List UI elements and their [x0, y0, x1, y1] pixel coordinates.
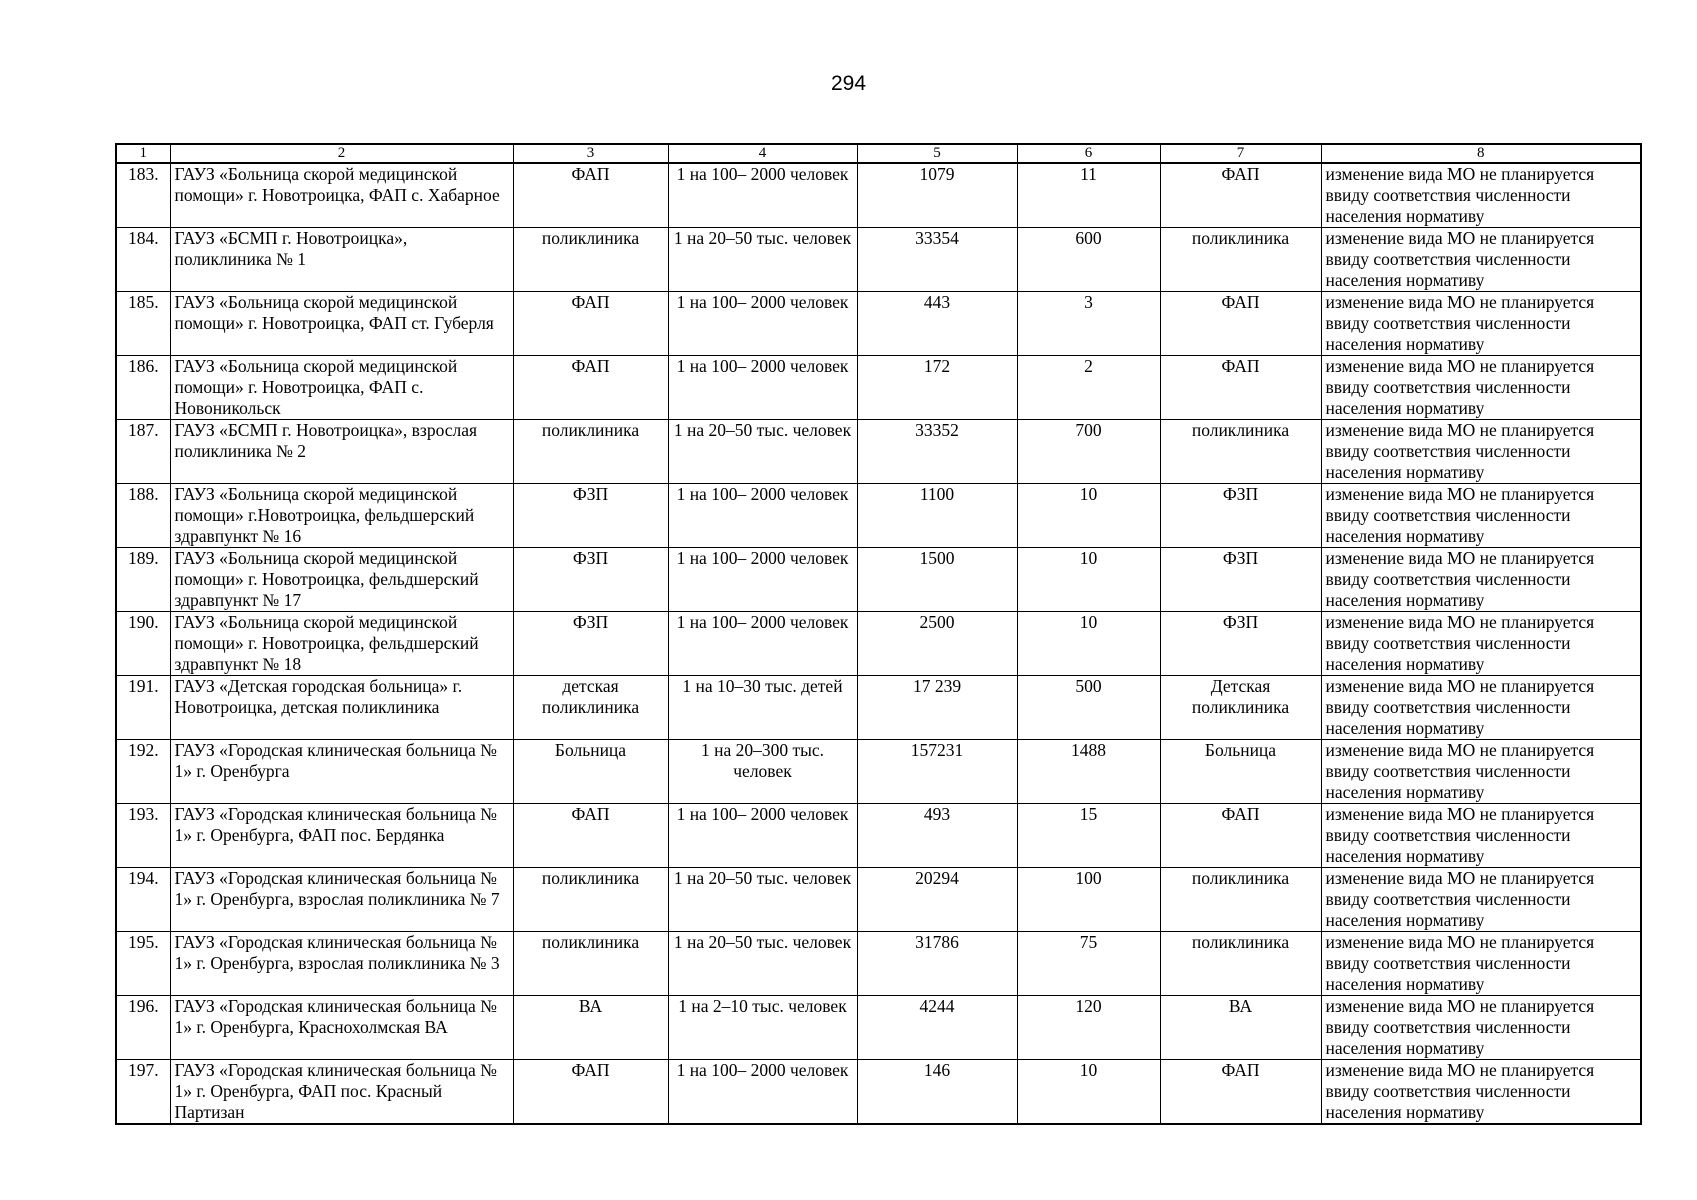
norm: 1 на 100– 2000 человек [668, 1060, 857, 1125]
population: 443 [857, 292, 1017, 356]
capacity: 500 [1017, 676, 1160, 740]
facility-type: ФАП [513, 804, 668, 868]
row-number: 194. [116, 868, 170, 932]
population: 17 239 [857, 676, 1017, 740]
population: 1500 [857, 548, 1017, 612]
row-number: 188. [116, 484, 170, 548]
note: изменение вида МО не планируется ввиду соответствия численности населения нормативу [1321, 804, 1641, 868]
institution-name: ГАУЗ «Больница скорой медицинской помощи» г.Новотроицка, фельдшерский здравпункт № 16 [170, 484, 513, 548]
table-row [116, 548, 1641, 612]
population: 4244 [857, 996, 1017, 1060]
note: изменение вида МО не планируется ввиду соответствия численности населения нормативу [1321, 1060, 1641, 1125]
facility-type: детская поликлиника [513, 676, 668, 740]
norm: 1 на 100– 2000 человек [668, 484, 857, 548]
population: 20294 [857, 868, 1017, 932]
column-header: 7 [1160, 144, 1321, 163]
institution-name: ГАУЗ «Городская клиническая больница № 1» г. Оренбурга, взрослая поликлиника № 7 [170, 868, 513, 932]
capacity: 100 [1017, 868, 1160, 932]
institution-name: ГАУЗ «Больница скорой медицинской помощи» г. Новотроицка, фельдшерский здравпункт № 17 [170, 548, 513, 612]
facility-type: поликлиника [513, 228, 668, 292]
note: изменение вида МО не планируется ввиду соответствия численности населения нормативу [1321, 676, 1641, 740]
institution-name: ГАУЗ «Больница скорой медицинской помощи» г. Новотроицка, фельдшерский здравпункт № 18 [170, 612, 513, 676]
facility-type: поликлиника [513, 868, 668, 932]
row-number: 187. [116, 420, 170, 484]
page-number: 294 [830, 72, 867, 95]
planned-type: ФЗП [1160, 612, 1321, 676]
note: изменение вида МО не планируется ввиду соответствия численности населения нормативу [1321, 356, 1641, 420]
institution-name: ГАУЗ «БСМП г. Новотроицка», поликлиника № 1 [170, 228, 513, 292]
planned-type: поликлиника [1160, 228, 1321, 292]
note: изменение вида МО не планируется ввиду соответствия численности населения нормативу [1321, 612, 1641, 676]
note: изменение вида МО не планируется ввиду соответствия численности населения нормативу [1321, 548, 1641, 612]
capacity: 2 [1017, 356, 1160, 420]
institution-name: ГАУЗ «Детская городская больница» г. Новотроицка, детская поликлиника [170, 676, 513, 740]
column-header: 1 [116, 144, 170, 163]
table-row [116, 932, 1641, 996]
population: 31786 [857, 932, 1017, 996]
row-number: 195. [116, 932, 170, 996]
note: изменение вида МО не планируется ввиду соответствия численности населения нормативу [1321, 932, 1641, 996]
table-row [116, 292, 1641, 356]
row-number: 197. [116, 1060, 170, 1125]
institution-name: ГАУЗ «Городская клиническая больница № 1» г. Оренбурга, Краснохолмская ВА [170, 996, 513, 1060]
norm: 1 на 100– 2000 человек [668, 163, 857, 228]
institution-name: ГАУЗ «Городская клиническая больница № 1» г. Оренбурга, ФАП пос. Красный Партизан [170, 1060, 513, 1125]
note: изменение вида МО не планируется ввиду соответствия численности населения нормативу [1321, 163, 1641, 228]
norm: 1 на 100– 2000 человек [668, 548, 857, 612]
population: 1100 [857, 484, 1017, 548]
institution-name: ГАУЗ «Городская клиническая больница № 1» г. Оренбурга, взрослая поликлиника № 3 [170, 932, 513, 996]
row-number: 196. [116, 996, 170, 1060]
capacity: 10 [1017, 612, 1160, 676]
row-number: 190. [116, 612, 170, 676]
capacity: 10 [1017, 484, 1160, 548]
row-number: 185. [116, 292, 170, 356]
facility-type: ВА [513, 996, 668, 1060]
table-row [116, 612, 1641, 676]
norm: 1 на 100– 2000 человек [668, 612, 857, 676]
capacity: 10 [1017, 548, 1160, 612]
column-header: 5 [857, 144, 1017, 163]
norm: 1 на 2–10 тыс. человек [668, 996, 857, 1060]
table-row [116, 1060, 1641, 1125]
facility-type: ФЗП [513, 612, 668, 676]
table-row [116, 484, 1641, 548]
note: изменение вида МО не планируется ввиду соответствия численности населения нормативу [1321, 996, 1641, 1060]
capacity: 75 [1017, 932, 1160, 996]
norm: 1 на 20–50 тыс. человек [668, 932, 857, 996]
capacity: 15 [1017, 804, 1160, 868]
column-header: 6 [1017, 144, 1160, 163]
population: 1079 [857, 163, 1017, 228]
planned-type: ФАП [1160, 356, 1321, 420]
norm: 1 на 100– 2000 человек [668, 356, 857, 420]
norm: 1 на 100– 2000 человек [668, 292, 857, 356]
note: изменение вида МО не планируется ввиду соответствия численности населения нормативу [1321, 484, 1641, 548]
data-table [115, 143, 1642, 1125]
planned-type: поликлиника [1160, 868, 1321, 932]
population: 157231 [857, 740, 1017, 804]
note: изменение вида МО не планируется ввиду соответствия численности населения нормативу [1321, 868, 1641, 932]
table-row [116, 740, 1641, 804]
planned-type: ВА [1160, 996, 1321, 1060]
row-number: 192. [116, 740, 170, 804]
table-body [116, 163, 1641, 1124]
note: изменение вида МО не планируется ввиду соответствия численности населения нормативу [1321, 292, 1641, 356]
facility-type: ФЗП [513, 548, 668, 612]
planned-type: ФАП [1160, 292, 1321, 356]
planned-type: Детская поликлиника [1160, 676, 1321, 740]
capacity: 1488 [1017, 740, 1160, 804]
table-row [116, 676, 1641, 740]
facility-type: ФЗП [513, 484, 668, 548]
population: 172 [857, 356, 1017, 420]
table-row [116, 996, 1641, 1060]
capacity: 700 [1017, 420, 1160, 484]
institution-name: ГАУЗ «БСМП г. Новотроицка», взрослая поликлиника № 2 [170, 420, 513, 484]
capacity: 600 [1017, 228, 1160, 292]
row-number: 189. [116, 548, 170, 612]
note: изменение вида МО не планируется ввиду соответствия численности населения нормативу [1321, 228, 1641, 292]
row-number: 193. [116, 804, 170, 868]
row-number: 186. [116, 356, 170, 420]
norm: 1 на 10–30 тыс. детей [668, 676, 857, 740]
column-header: 2 [170, 144, 513, 163]
table-row [116, 356, 1641, 420]
population: 146 [857, 1060, 1017, 1125]
facility-type: поликлиника [513, 932, 668, 996]
planned-type: Больница [1160, 740, 1321, 804]
facility-type: ФАП [513, 163, 668, 228]
planned-type: ФЗП [1160, 548, 1321, 612]
column-header: 8 [1321, 144, 1641, 163]
header-row [116, 144, 1641, 163]
institution-name: ГАУЗ «Больница скорой медицинской помощи» г. Новотроицка, ФАП с. Новоникольск [170, 356, 513, 420]
capacity: 3 [1017, 292, 1160, 356]
row-number: 183. [116, 163, 170, 228]
population: 33352 [857, 420, 1017, 484]
column-header: 3 [513, 144, 668, 163]
institution-name: ГАУЗ «Городская клиническая больница № 1» г. Оренбурга [170, 740, 513, 804]
institution-name: ГАУЗ «Городская клиническая больница № 1» г. Оренбурга, ФАП пос. Бердянка [170, 804, 513, 868]
column-header: 4 [668, 144, 857, 163]
note: изменение вида МО не планируется ввиду соответствия численности населения нормативу [1321, 740, 1641, 804]
table-row [116, 804, 1641, 868]
planned-type: поликлиника [1160, 932, 1321, 996]
facility-type: Больница [513, 740, 668, 804]
row-number: 184. [116, 228, 170, 292]
planned-type: ФАП [1160, 1060, 1321, 1125]
table-row [116, 228, 1641, 292]
norm: 1 на 20–50 тыс. человек [668, 868, 857, 932]
capacity: 10 [1017, 1060, 1160, 1125]
norm: 1 на 20–300 тыс. человек [668, 740, 857, 804]
note: изменение вида МО не планируется ввиду соответствия численности населения нормативу [1321, 420, 1641, 484]
table-row [116, 163, 1641, 228]
capacity: 11 [1017, 163, 1160, 228]
capacity: 120 [1017, 996, 1160, 1060]
facility-type: поликлиника [513, 420, 668, 484]
facility-type: ФАП [513, 356, 668, 420]
planned-type: ФЗП [1160, 484, 1321, 548]
facility-type: ФАП [513, 292, 668, 356]
table-row [116, 868, 1641, 932]
planned-type: ФАП [1160, 163, 1321, 228]
planned-type: ФАП [1160, 804, 1321, 868]
planned-type: поликлиника [1160, 420, 1321, 484]
norm: 1 на 20–50 тыс. человек [668, 228, 857, 292]
population: 2500 [857, 612, 1017, 676]
institution-name: ГАУЗ «Больница скорой медицинской помощи» г. Новотроицка, ФАП с. Хабарное [170, 163, 513, 228]
institution-name: ГАУЗ «Больница скорой медицинской помощи» г. Новотроицка, ФАП ст. Губерля [170, 292, 513, 356]
table-row [116, 420, 1641, 484]
facility-type: ФАП [513, 1060, 668, 1125]
row-number: 191. [116, 676, 170, 740]
norm: 1 на 100– 2000 человек [668, 804, 857, 868]
norm: 1 на 20–50 тыс. человек [668, 420, 857, 484]
population: 33354 [857, 228, 1017, 292]
population: 493 [857, 804, 1017, 868]
